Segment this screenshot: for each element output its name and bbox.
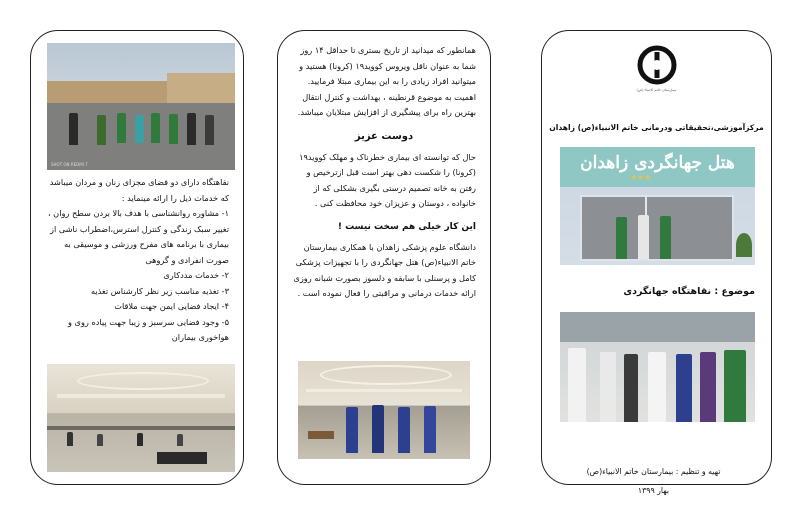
service-item-2: ۲- خدمات مددکاری xyxy=(163,270,229,280)
services-intro: نقاهتگاه دارای دو فضای مجزای زنان و مردان میباشد که خدمات ذیل را ارائه مینماید : xyxy=(49,177,229,203)
staff-indoor-photo xyxy=(560,312,755,422)
hotel-sign-text: هتل جهانگردی زاهدان xyxy=(580,153,735,173)
quarantine-paragraph: همانطور که میدانید از تاریخ بستری تا حداقل ۱۴ روز شما به عنوان ناقل ویروس کووید۱۹ (کرونا) هستید و میتوانید افراد زیادی را به این بیماری مبتلا فرمایید. اهمیت به موضوع قرنطینه ، بهداشت و کنترل انتقال بهترین راه برای پیشگیری از افزایش مبتلایان میباشد. xyxy=(297,45,476,117)
brochure-panel-middle xyxy=(277,30,491,485)
recovery-paragraph: حال که توانسته ای بیماری خطرناک و مهلک کووید۱۹ (کرونا) را شکست دهی بهتر است قبل ازترخیص و رفتن به خانه تصمیم درستی بگیری بشکلی که از خانواده ، دوستان و عزیزان خود محافظت کنی . xyxy=(299,151,476,208)
publish-date: بهار ۱۳۹۹ xyxy=(637,486,670,495)
hall-interior-photo xyxy=(47,364,235,472)
service-item-1: ۱- مشاوره روانشناسی با هدف بالا بردن سطح روان ، تغییر سبک زندگی و کنترل استرس،اضطراب ناشی از بیماری با برنامه های مفرح ورزشی و موسیقی به صورت انفرادی و گروهی xyxy=(47,208,229,265)
brochure-panel-right xyxy=(541,30,772,495)
university-paragraph: دانشگاه علوم پزشکی زاهدان با همکاری بیمارستان خاتم الانبیاء(ص) هتل جهانگردی را با تجهیزات پزشکی کامل و پرسنلی با سابقه و دلسوز بصورت شبانه روزی ارائه خدمات درمانی و مراقبتی را فعال نموده است . xyxy=(293,241,476,298)
service-item-4: ۴- ایجاد فضایی ایمن جهت ملاقات xyxy=(114,301,229,311)
not-hard-heading: این کار خیلی هم سخت نیست ! xyxy=(337,221,476,232)
service-item-3: ۳- تغذیه مناسب زیر نظر کارشناس تغذیه xyxy=(90,285,229,296)
center-title: مرکزآموزشی،تحقیقاتی ودرمانی خاتم الانبیاء(ص) زاهدان xyxy=(549,123,764,132)
subject-title: موضوع : نقاهتگاه جهانگردی xyxy=(623,286,755,297)
service-item-5: ۵- وجود فضایی سرسبز و زیبا جهت پیاده روی و هواخوری بیماران xyxy=(68,316,229,342)
prepared-by: تهیه و تنظیم : بیمارستان خاتم الانبیاء(ص) xyxy=(586,467,721,476)
brochure-panel-left xyxy=(30,30,244,485)
photo-caption: SHOT ON REDMI 7 xyxy=(51,162,88,167)
logo-subtitle: بیمارستان خاتم الانبیاء (ص) xyxy=(636,88,677,92)
hospital-logo xyxy=(637,45,677,85)
ppe-staff-photo xyxy=(298,361,470,459)
dear-friend-heading: دوست عزیز xyxy=(354,130,414,142)
hotel-entrance-photo: هتل جهانگردی زاهدان ★★★ xyxy=(560,147,755,265)
hospital-logo-icon xyxy=(637,45,677,85)
staff-outdoor-photo xyxy=(47,43,235,170)
